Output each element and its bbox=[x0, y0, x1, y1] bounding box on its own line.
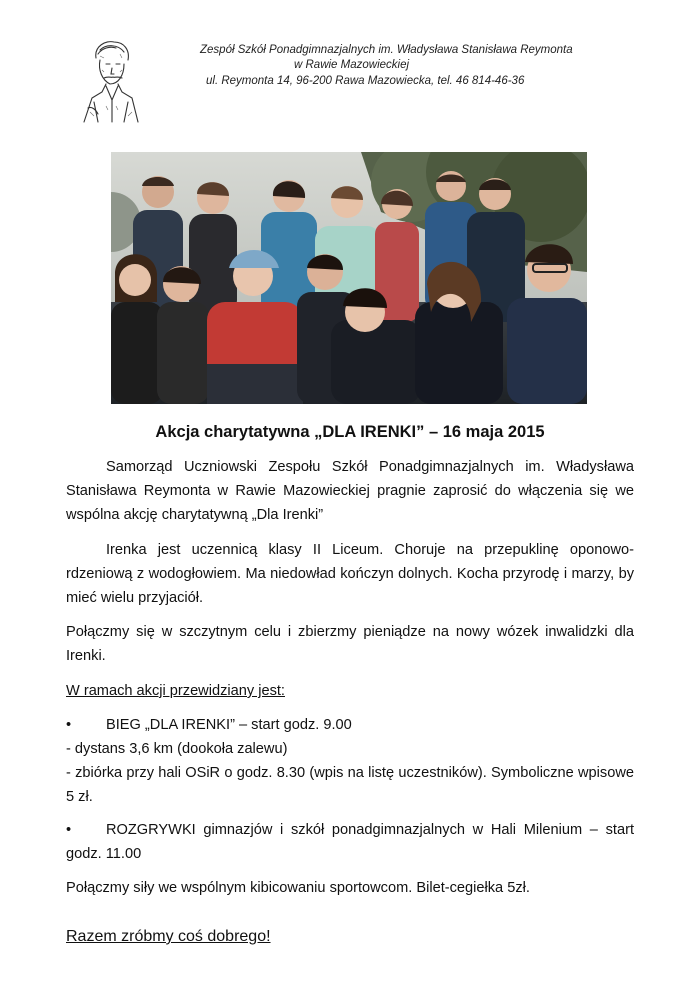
page-title: Akcja charytatywna „DLA IRENKI” – 16 maja 2015 bbox=[155, 423, 545, 441]
run-item-text: BIEG „DLA IRENKI” – start godz. 9.00 bbox=[106, 717, 352, 733]
run-meeting-line: - zbiórka przy hali OSiR o godz. 8.30 (wpis na listę uczestników). Symboliczne wpisowe 5 zł. bbox=[66, 765, 634, 805]
closing-slogan: Razem zróbmy coś dobrego! bbox=[66, 928, 271, 945]
games-item-text: ROZGRYWKI gimnazjów i szkół ponadgimnazjalnych w Hali Milenium – start godz. 11.00 bbox=[66, 822, 634, 862]
institution-address: ul. Reymonta 14, 96-200 Rawa Mazowiecka, tel. 46 814-46-36 bbox=[206, 75, 525, 87]
games-bullet-item bbox=[66, 818, 634, 866]
institution-name: Zespół Szkół Ponadgimnazjalnych im. Władysława Stanisława Reymonta bbox=[200, 44, 573, 56]
bullet-icon: • bbox=[66, 717, 72, 733]
portrait-sketch-icon bbox=[76, 36, 146, 126]
appeal-paragraph: Połączmy się w szczytnym celu i zbierzmy pieniądze na nowy wózek inwalidzki dla Irenki. bbox=[66, 624, 634, 664]
about-paragraph: Irenka jest uczennicą klasy II Liceum. Choruje na przepuklinę oponowo-rdzeniową z wodogłowiem. Ma niedowład kończyn dolnych. Kocha przyrodę i marzy, by mieć wielu przyjaciół. bbox=[66, 542, 634, 606]
intro-paragraph: Samorząd Uczniowski Zespołu Szkół Ponadgimnazjalnych im. Władysława Stanisława Reymonta w Rawie Mazowieckiej pragnie zaprosić do włączenia się we wspólna akcję charytatywną „Dla Irenki” bbox=[66, 459, 634, 523]
run-bullet-item bbox=[66, 713, 634, 737]
group-photo bbox=[111, 152, 587, 404]
bullet-icon: • bbox=[66, 822, 72, 838]
institution-town: w Rawie Mazowieckiej bbox=[294, 59, 410, 71]
run-distance-line: - dystans 3,6 km (dookoła zalewu) bbox=[66, 741, 288, 757]
program-heading: W ramach akcji przewidziany jest: bbox=[66, 683, 285, 699]
cheer-paragraph: Połączmy siły we wspólnym kibicowaniu sportowcom. Bilet-cegiełka 5zł. bbox=[66, 880, 530, 896]
